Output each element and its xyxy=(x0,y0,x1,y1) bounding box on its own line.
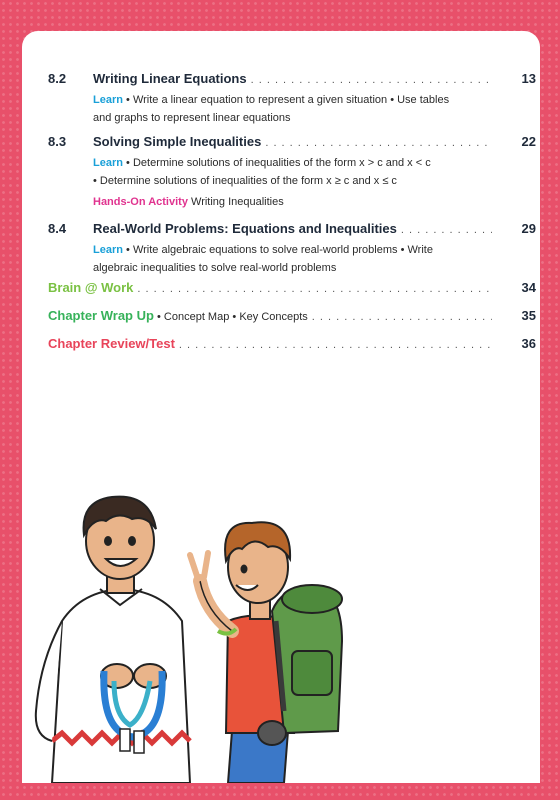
page-number: 36 xyxy=(521,336,536,351)
page-number: 35 xyxy=(521,308,536,323)
page-numeral: iv xyxy=(33,772,40,782)
page-number: 13 xyxy=(521,71,536,86)
page-number: 34 xyxy=(521,280,536,295)
boy-right-figure xyxy=(190,522,342,783)
bullet-icon: • xyxy=(229,311,240,323)
dot-leaders xyxy=(251,74,492,86)
dot-leaders xyxy=(312,311,492,323)
bullet-icon: • xyxy=(126,244,133,256)
wrapup-item: Key Concepts xyxy=(239,311,308,323)
section-title: Brain @ Work xyxy=(48,280,134,295)
bullet-icon: • xyxy=(400,244,408,256)
wrapup-item: Concept Map xyxy=(163,311,230,323)
dot-leaders xyxy=(179,339,492,351)
hands-on-label: Hands-On Activity xyxy=(93,196,188,208)
dot-leaders xyxy=(137,283,492,295)
bullet-icon: • xyxy=(126,157,133,169)
section-title: Chapter Review/Test xyxy=(48,336,175,351)
bullet-icon: • xyxy=(93,175,100,187)
dot-leaders xyxy=(265,137,492,149)
section-number: 8.4 xyxy=(48,221,67,236)
learn-label: Learn xyxy=(93,94,123,106)
students-illustration xyxy=(22,471,540,783)
section-title: Chapter Wrap Up xyxy=(48,308,154,323)
page-number: 29 xyxy=(521,221,536,236)
learn-label: Learn xyxy=(93,244,123,256)
bullet-icon: • xyxy=(390,94,398,106)
learn-label: Learn xyxy=(93,157,123,169)
section-number: 8.3 xyxy=(48,134,67,149)
section-title: Real-World Problems: Equations and Inequalities xyxy=(93,221,397,236)
boy-left-figure xyxy=(36,497,190,783)
section-title: Solving Simple Inequalities xyxy=(93,134,262,149)
bullet-icon: • xyxy=(126,94,133,106)
activity-title: Writing Inequalities xyxy=(191,196,284,208)
section-number: 8.2 xyxy=(48,71,67,86)
section-description: Learn • Write a linear equation to represent a given situation • Use tables and graphs to represent linear equations xyxy=(93,94,450,124)
bullet-icon: • xyxy=(153,311,164,323)
section-title: Writing Linear Equations xyxy=(93,71,247,86)
section-description: Learn • Determine solutions of inequalities of the form x > c and x < c • Determine solutions of inequalities of the form x ≥ c and x ≤ c xyxy=(93,157,431,187)
contents-panel xyxy=(22,31,540,783)
dot-leaders xyxy=(401,224,492,236)
page-number: 22 xyxy=(521,134,536,149)
hands-on-activity xyxy=(93,193,503,211)
section-description: Learn • Write algebraic equations to solve real-world problems • Write algebraic inequalities to solve real-world problems xyxy=(93,244,433,274)
